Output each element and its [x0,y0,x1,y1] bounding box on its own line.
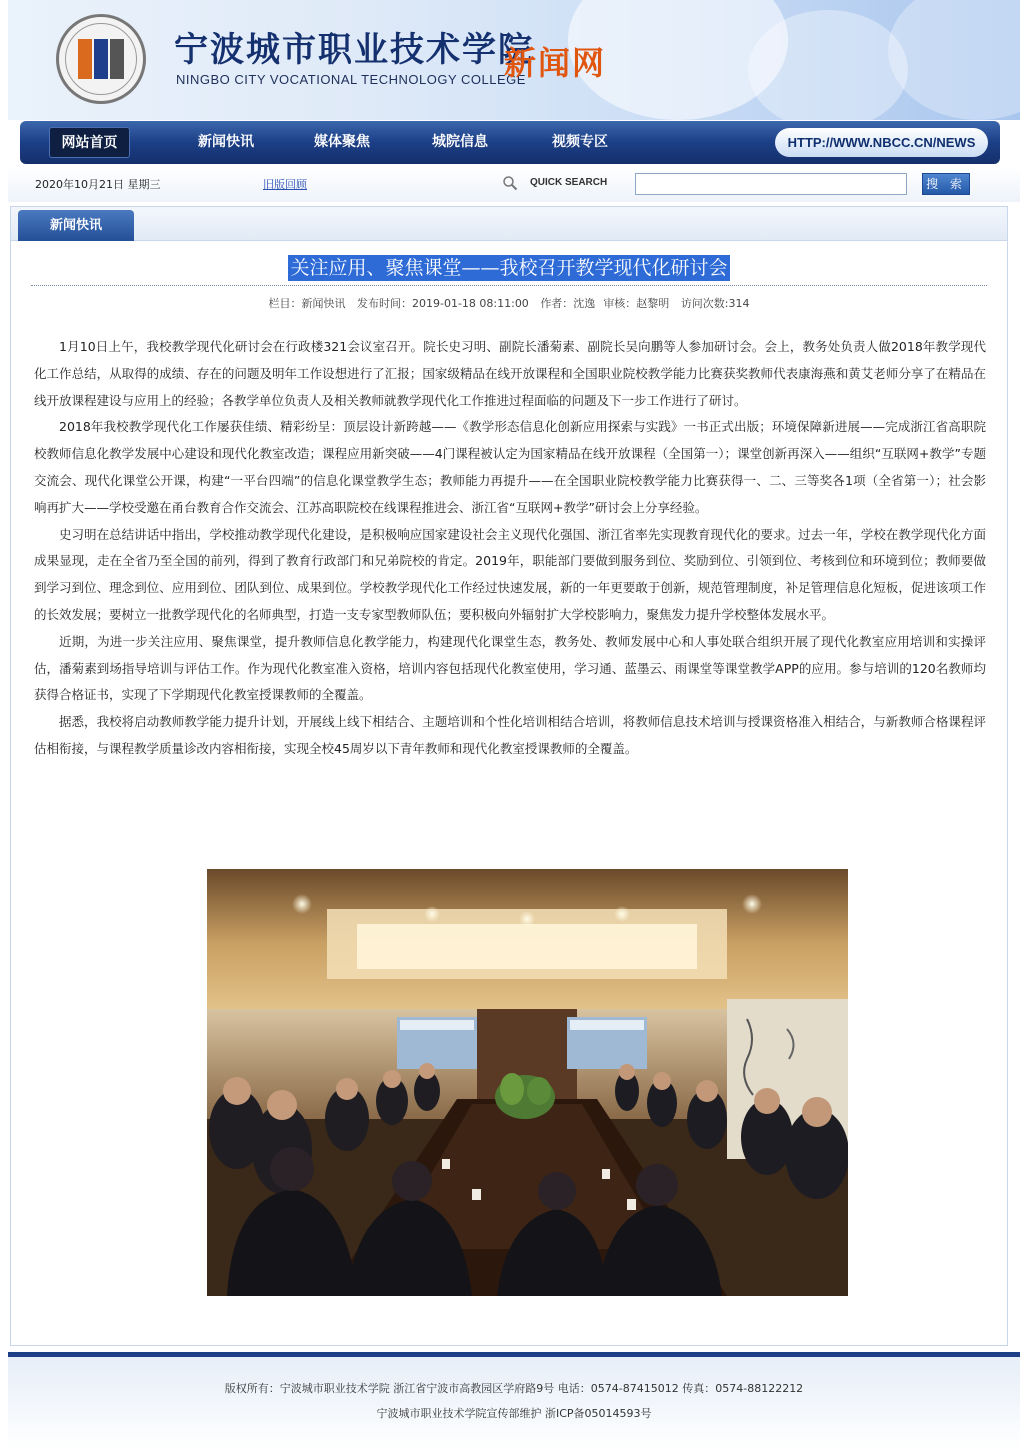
quick-search-label: QUICK SEARCH [530,177,608,188]
info-bar [8,166,1020,202]
search-input[interactable] [635,173,907,195]
logo-mark [78,39,124,79]
nav-media[interactable]: 媒体聚焦 [314,134,370,150]
article-body [34,334,986,763]
nav-campus-info[interactable]: 城院信息 [432,134,488,150]
old-version-link[interactable]: 旧版回顾 [263,178,307,191]
current-date: 2020年10月21日 星期三 [35,178,161,191]
footer-icp: 宁波城市职业技术学院宣传部维护 浙ICP备05014593号 [376,1407,652,1420]
title-divider [31,285,987,286]
banner-glow [888,0,1020,120]
article-meta [11,295,1007,311]
school-name-cn: 宁波城市职业技术学院 [174,30,534,70]
site-name: 新闻网 [504,44,607,82]
meta-reviewer: 审核：赵黎明 [603,297,670,310]
college-logo[interactable] [56,14,146,104]
article-paragraph: 近期，为进一步关注应用、聚焦课堂，提升教师信息化教学能力，构建现代化课堂生态，教务处、教师发展中心和人事处联合组织开展了现代化教室应用培训和实操评估，潘菊素到场指导培训与评估工作。作为现代化教室准入资格，培训内容包括现代化教室使用，学习通、蓝墨云、雨课堂等课堂教学APP的应用。参与培训的120名教师均获得合格证书，实现了下学期现代化教室授课教师的全覆盖。 [34,633,986,703]
article-title-wrap [11,255,1007,281]
content-box [10,206,1008,1346]
header-banner [8,0,1020,120]
article-paragraph: 1月10日上午，我校教学现代化研讨会在行政楼321会议室召开。院长史习明、副院长潘菊素、副院长吴向鹏等人参加研讨会。会上，教务处负责人做2018年教学现代化工作总结，从取得的成绩、存在的问题及明年工作设想进行了汇报；国家级精品在线开放课程和全国职业院校教学能力比赛获奖教师代表康海燕和黄艾老师分享了在精品在线开放课程建设与应用上的经验；各教学单位负责人及相关教师就教学现代化工作推进过程面临的问题及下一步工作进行了研讨。 [34,339,986,408]
site-url-badge[interactable]: HTTP://WWW.NBCC.CN/NEWS [775,128,988,157]
section-tab-news[interactable]: 新闻快讯 [18,210,134,241]
search-icon [502,175,518,191]
article-title: 关注应用、聚焦课堂——我校召开教学现代化研讨会 [290,257,728,279]
banner-glow [748,10,908,120]
meta-author: 作者：沈逸 [540,297,596,310]
article-paragraph: 2018年我校教学现代化工作屡获佳绩、精彩纷呈：顶层设计新跨越——《教学形态信息化创新应用探索与实践》一书正式出版；环境保障新进展——完成浙江省高职院校教师信息化教学发展中心建设和现代化教室改造；课程应用新突破——4门课程被认定为国家精品在线开放课程（全国第一）；课堂创新再深入——组织“互联网+教学”专题交流会、现代化课堂公开课，构建“一平台四端”的信息化课堂教学生态；教师能力再提升——在全国职业院校教学能力比赛获得一、二、三等奖各1项（全省第一）；社会影响再扩大——学校受邀在甬台教育合作交流会、江苏高职院校在线课程推进会、浙江省“互联网+教学”研讨会上分享经验。 [34,419,986,515]
school-name-en: NINGBO CITY VOCATIONAL TECHNOLOGY COLLEGE [176,72,526,87]
nav-news[interactable]: 新闻快讯 [198,134,254,150]
meta-published: 发布时间：2019-01-18 08:11:00 [356,297,529,310]
meta-column: 栏目：新闻快讯 [268,297,346,310]
section-strip [11,207,1007,241]
search-button[interactable]: 搜 索 [922,173,970,195]
article-paragraph: 史习明在总结讲话中指出，学校推动教学现代化建设，是积极响应国家建设社会主义现代化强国、浙江省率先实现教育现代化的要求。过去一年，学校在教学现代化方面成果显现，走在全省乃至全国的前列，得到了教育行政部门和兄弟院校的肯定。2019年，职能部门要做到服务到位、奖励到位、引领到位、考核到位和环境到位；教师要做到学习到位、理念到位、应用到位、团队到位、成果到位。学校教学现代化工作经过快速发展，新的一年更要敢于创新，规范管理制度，补足管理信息化短板，促进该项工作的长效发展；要树立一批教学现代化的名师典型，打造一支专家型教师队伍；要积极向外辐射扩大学校影响力，聚焦发力提升学校整体发展水平。 [34,526,986,622]
nav-video[interactable]: 视频专区 [552,134,608,150]
footer-copyright: 版权所有：宁波城市职业技术学院 浙江省宁波市高教园区学府路9号 电话：0574-87415012 传真：0574-88122212 [224,1382,804,1395]
footer [8,1357,1020,1450]
main-nav [20,121,1000,164]
nav-home[interactable]: 网站首页 [49,127,130,158]
article-paragraph: 据悉，我校将启动教师教学能力提升计划，开展线上线下相结合、主题培训和个性化培训相结合培训，将教师信息技术培训与授课资格准入相结合，与新教师合格课程评估相衔接，与课程教学质量诊改内容相衔接，实现全校45周岁以下青年教师和现代化教室授课教师的全覆盖。 [34,714,986,756]
meeting-photo [207,869,848,1296]
meta-visits: 访问次数:314 [680,297,750,310]
